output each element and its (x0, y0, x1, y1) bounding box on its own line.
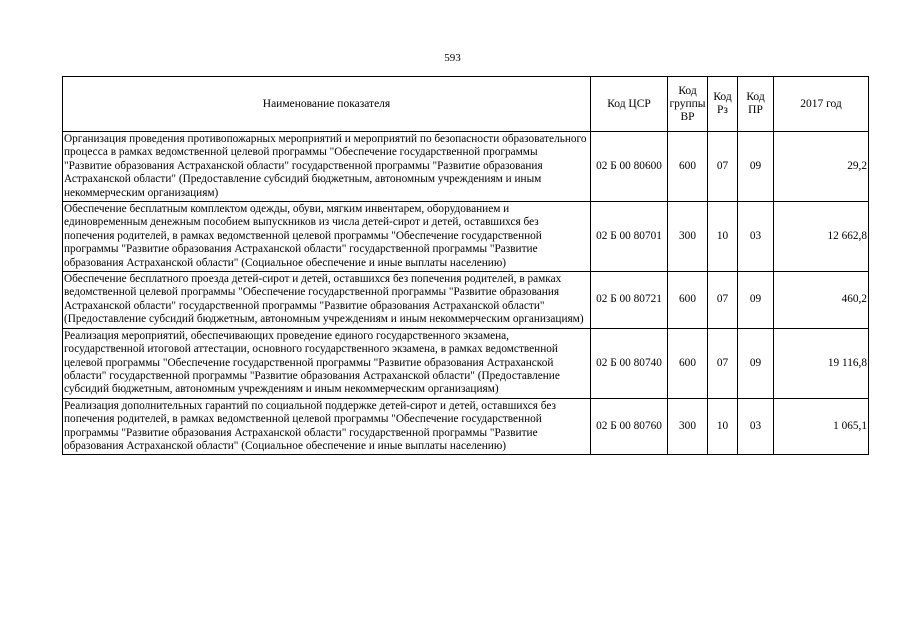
row-rz: 07 (708, 328, 738, 398)
row-vr: 300 (668, 202, 708, 272)
row-pr: 09 (738, 272, 774, 329)
row-csr: 02 Б 00 80760 (591, 398, 668, 455)
header-csr: Код ЦСР (591, 77, 668, 132)
table-header-row (63, 77, 869, 132)
budget-table (62, 76, 869, 455)
row-csr: 02 Б 00 80740 (591, 328, 668, 398)
row-rz: 07 (708, 132, 738, 202)
header-pr: Код ПР (738, 77, 774, 132)
row-vr: 600 (668, 328, 708, 398)
row-csr: 02 Б 00 80600 (591, 132, 668, 202)
row-pr: 09 (738, 132, 774, 202)
row-csr: 02 Б 00 80721 (591, 272, 668, 329)
row-vr: 600 (668, 272, 708, 329)
row-rz: 10 (708, 398, 738, 455)
row-pr: 03 (738, 202, 774, 272)
row-rz: 10 (708, 202, 738, 272)
header-rz: Код Рз (708, 77, 738, 132)
row-name: Обеспечение бесплатным комплектом одежды, обуви, мягким инвентарем, оборудованием и единовременным денежным пособием выпускников из числа детей-сирот и детей, оставшихся без попечения родителей, в рамках ведомственной целевой программы "Обеспечение государственной программы "Развитие образования Астраханской области" государственной программы "Развитие образования Астраханской области" (Социальное обеспечение и иные выплаты населению) (63, 202, 591, 272)
row-vr: 600 (668, 132, 708, 202)
row-amount: 29,2 (774, 132, 869, 202)
row-pr: 03 (738, 398, 774, 455)
table-row (63, 328, 869, 398)
row-name: Организация проведения противопожарных мероприятий и мероприятий по безопасности образовательного процесса в рамках ведомственной целевой программы "Обеспечение государственной программы "Развитие образования Астраханской области" государственной программы "Развитие образования Астраханской области" (Предоставление субсидий бюджетным, автономным учреждениям и иным некоммерческим организациям) (63, 132, 591, 202)
table-row (63, 132, 869, 202)
table-row (63, 272, 869, 329)
header-name: Наименование показателя (63, 77, 591, 132)
row-name: Обеспечение бесплатного проезда детей-сирот и детей, оставшихся без попечения родителей, в рамках ведомственной целевой программы "Обеспечение государственной программы "Развитие образования Астраханской области" государственной программы "Развитие образования Астраханской области" (Предоставление субсидий бюджетным, автономным учреждениям и иным некоммерческим организациям) (63, 272, 591, 329)
row-amount: 1 065,1 (774, 398, 869, 455)
row-amount: 460,2 (774, 272, 869, 329)
row-csr: 02 Б 00 80701 (591, 202, 668, 272)
row-amount: 19 116,8 (774, 328, 869, 398)
row-name: Реализация мероприятий, обеспечивающих проведение единого государственного экзамена, государственной итоговой аттестации, основного государственного экзамена, в рамках ведомственной целевой программы "Обеспечение государственной программы "Развитие образования Астраханской области" государственной программы "Развитие образования Астраханской области" (Предоставление субсидий бюджетным, автономным учреждениям и иным некоммерческим организациям) (63, 328, 591, 398)
row-vr: 300 (668, 398, 708, 455)
row-rz: 07 (708, 272, 738, 329)
row-name: Реализация дополнительных гарантий по социальной поддержке детей-сирот и детей, оставшихся без попечения родителей, в рамках ведомственной целевой программы "Обеспечение государственной программы "Развитие образования Астраханской области" государственной программы "Развитие образования Астраханской области" (Социальное обеспечение и иные выплаты населению) (63, 398, 591, 455)
header-year: 2017 год (774, 77, 869, 132)
row-pr: 09 (738, 328, 774, 398)
table-row (63, 202, 869, 272)
table-row (63, 398, 869, 455)
header-vr: Код группы ВР (668, 77, 708, 132)
row-amount: 12 662,8 (774, 202, 869, 272)
page-number: 593 (444, 52, 461, 64)
